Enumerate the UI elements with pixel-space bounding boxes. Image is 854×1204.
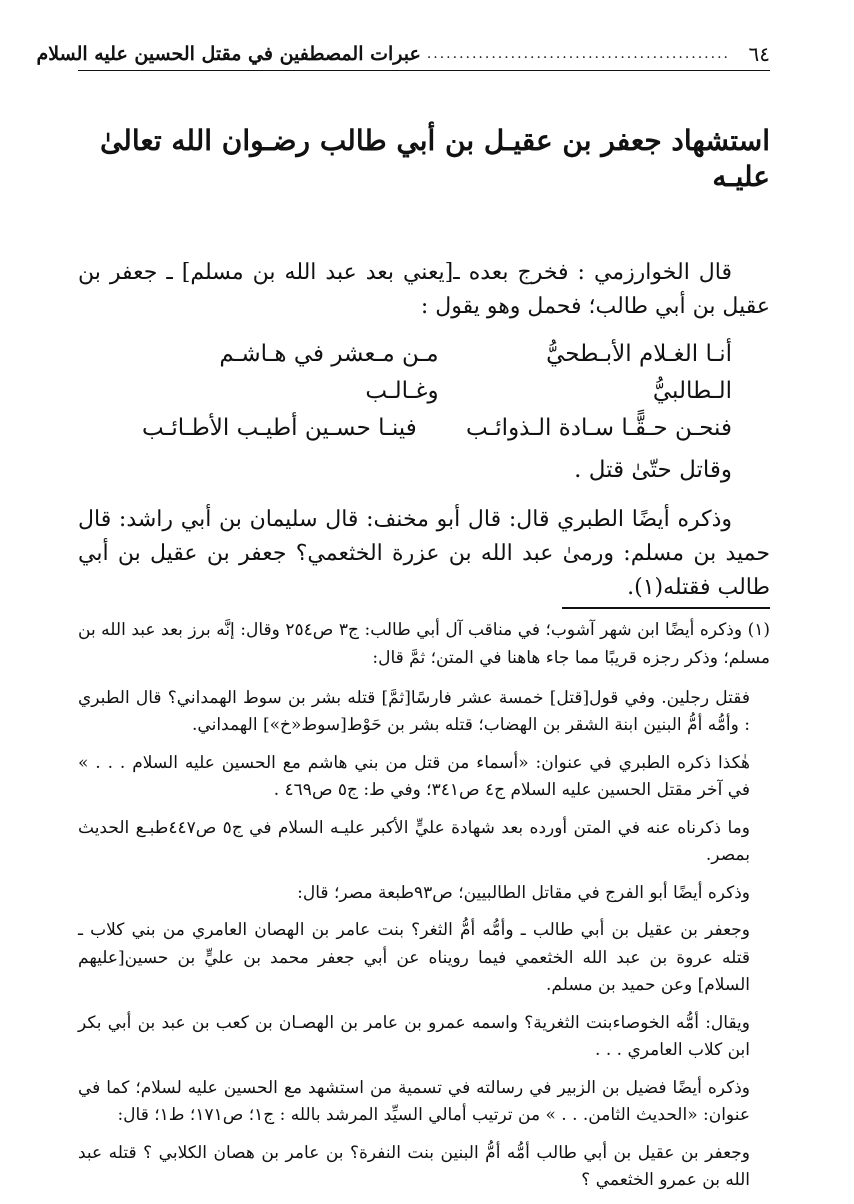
- footnote-1: (١) وذكره أيضًا ابن شهر آشوب؛ في مناقب آل أبي طالب: ج٣ ص٢٥٤ وقال: إنَّه برز بعد عبد الله بن مسلم؛ وذكر رجزه قريبًا مما جاء هاهنا في المتن؛ ثمَّ قال:: [78, 620, 770, 668]
- footnote-paragraph-7: ويقال: أمُّه الخوصاءبنت الثغرية؟ واسمه عمرو بن عامر بن الهصـان بن كعب بن عبد بن أبي بكر ابن كلاب العامري . . .: [78, 1012, 750, 1061]
- poem-line-1-first-hemistich: أنـا الغـلام الأبـطحيُّ الـطالبيُّ: [546, 340, 732, 404]
- footnotes: [78, 617, 770, 1195]
- main-paragraph-2: وذكره أيضًا الطبري قال: قال أبو مخنف: قال سليمان بن أبي راشد: قال حميد بن مسلم: ورمىٰ عبد الله بن عزرة الخثعمي؟ جعفر بن عقيل بن أبي طالب فقتله(١).: [78, 507, 770, 601]
- footnote-paragraph-6: وجعفر بن عقيل بن أبي طالب ـ وأمُّه أمُّ الثغر؟ بنت عامر بن الهصان العامري من بني كلاب ـ قتله عروة بن عبد الله الخثعمي فيما رويناه عن أبي جعفر محمد بن عليٍّ بن حسين[عليهم السلام] وعن حميد بن مسلم.: [78, 920, 750, 996]
- page-number: ٦٤: [748, 42, 770, 66]
- footnote-paragraph-8: وذكره أيضًا فضيل بن الزبير في رسالته في تسمية من استشهد مع الحسين عليه لسلام؛ كما في عنوان: «الحديث الثامن. . . » من ترتيب أمالي السيِّد المرشد بالله : ج١؛ ص١٧١؛ ط١؛ قال:: [78, 1077, 750, 1126]
- footnote-paragraph-4: وما ذكرناه عنه في المتن أورده بعد شهادة عليٍّ الأكبر عليـه السلام في ج٥ ص٤٤٧طبـع الحديث بمصر.: [78, 817, 750, 866]
- poem-line-2-second-hemistich: فينـا حسـين أطيـب الأطـائـب: [142, 414, 417, 441]
- main-paragraph-1: قال الخوارزمي : فخرج بعده ـ[يعني بعد عبد الله بن مسلم] ـ جعفر بن عقيل بن أبي طالب؛ فحمل وهو يقول :: [78, 259, 770, 319]
- footnote-paragraph-9: وجعفر بن عقيل بن أبي طالب أمُّه أمُّ البنين بنت النفرة؟ بن عامر بن هصان الكلابي ؟ قتله عبد الله بن عمرو الخثعمي ؟: [78, 1142, 750, 1191]
- running-header: [36, 24, 770, 71]
- poem: [142, 336, 732, 489]
- main-text: [78, 256, 770, 606]
- poem-line-1: [142, 336, 732, 410]
- chapter-title: استشهاد جعفر بن عقيـل بن أبي طالب رضـوان الله تعالىٰ عليـه: [99, 124, 770, 194]
- footnote-separator: [562, 607, 770, 609]
- poem-closing-line: وقاتل حتّىٰ قتل .: [574, 457, 732, 484]
- footnote-paragraph-2: فقتل رجلين. وفي قول[قتل] خمسة عشر فارسًا[ثمَّ] قتله بشر بن سوط الهمداني؟ قال الطبري : وأمُّه أمُّ البنين ابنة الشقر بن الهضاب؛ قتله بشر بن حَوْط[سوط«خ»] الهمداني.: [78, 687, 750, 736]
- footnote-paragraph-5: وذكره أيضًا أبو الفرج في مقاتل الطالبيين؛ ص٩٣طبعة مصر؛ قال:: [297, 882, 750, 903]
- poem-line-1-second-hemistich: مـن مـعشر في هـاشـم وغـالـب: [219, 340, 439, 404]
- header-dot-leader: ...............................................: [426, 46, 730, 63]
- poem-line-2: [142, 410, 732, 447]
- poem-line-2-first-hemistich: فنحـن حـقًّـا سـادة الـذوائـب: [465, 414, 732, 441]
- book-title: عبرات المصطفين في مقتل الحسين عليه السلام: [36, 43, 421, 66]
- footnote-paragraph-3: هٰكذا ذكره الطبري في عنوان: «أسماء من قتل من بني هاشم مع الحسين عليه السلام . . . » في آخر مقتل الحسين عليه السلام ج٤ ص٣٤١؛ وفي ط: ج٥ ص٤٦٩ .: [78, 752, 750, 801]
